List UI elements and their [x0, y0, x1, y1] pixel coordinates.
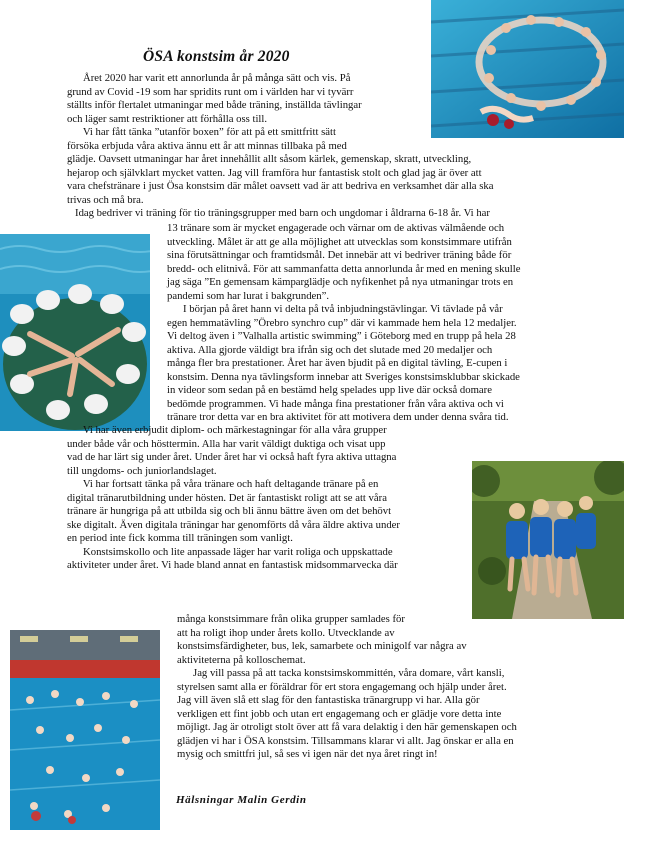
article-line: in videor som sedan på en bestämd helg spelades upp live där också domare: [167, 384, 492, 396]
article-line: bedömde programmen. Vi hade många fina prestationer från våra aktiva och vi: [167, 397, 504, 410]
article-line: aktiva. Alla gjorde väldigt bra ifrån sig och det slutade med 20 medaljer och: [167, 343, 493, 356]
article-line: aktiviteterna på kolloschemat.: [177, 653, 306, 666]
article-line: glädjen vi har i ÖSA konstsim. Tillsammans klarar vi allt. Jag önskar er alla en: [177, 734, 514, 747]
article-line: vad de har lärt sig under året. Under året har vi också haft fyra aktiva uttagna: [67, 451, 397, 463]
article-line: försöka erbjuda våra aktiva ännu ett år att minnas tillbaka på med: [67, 139, 347, 152]
article-line: 13 tränare som är mycket engagerade och värnar om de aktivas välmående och: [167, 222, 505, 234]
article-line: många fler bra prestationer. Året har även bjudit på en digital tävling, E-cupen i: [167, 357, 508, 369]
article-line: pandemi som har lurat i bakgrunden”.: [167, 289, 330, 302]
article-line: bredd- och elitnivå. För att sammanfatta detta annorlunda år med en mening skulle: [167, 262, 521, 275]
article-line: Vi har fortsatt tänka på våra tränare och haft deltagande tränare på en: [67, 478, 379, 490]
article-line: tränare är hungriga på att utbilda sig och bli ännu bättre även om det behövt: [67, 505, 392, 517]
article-line: aktiviteter under året. Vi hade bland annat en fantastisk midsommarvecka där: [67, 559, 398, 571]
article-line: Vi har fått tänka ”utanför boxen” för att på ett smittfritt sätt: [67, 126, 336, 138]
article-line: Året 2020 har varit ett annorlunda år på många sätt och vis. På: [67, 72, 351, 84]
article-line: och läger samt restriktioner att förhålla oss till.: [67, 112, 268, 125]
article-line: Vi har även erbjudit diplom- och märkestagningar för alla våra grupper: [67, 424, 387, 436]
article-paragraph-block: [67, 72, 362, 153]
article-line: under både vår och hösttermin. Alla har varit väldigt duktiga och visat upp: [67, 437, 386, 450]
article-line: styrelsen samt alla er föräldrar för ert stora engagemang och hjälp under året.: [177, 680, 507, 693]
article-line: konstsimsfärdigheter, bus, lek, samarbete och minigolf var några av: [177, 640, 467, 652]
signature: Hälsningar Malin Gerdin: [176, 794, 307, 806]
article-line: att ha roligt ihop under årets kollo. Utvecklande av: [177, 626, 395, 639]
article-line: Jag vill passa på att tacka konstsimskommittén, våra domare, vårt kansli,: [177, 667, 505, 679]
article-line: vara chefstränare i just Ösa konstsim där målet oavsett vad är att bedriva en verksamhet där alla ska: [67, 180, 494, 192]
article-line: Jag vill även slå ett slag för den fantastiska tränargrupp vi har. Alla gör: [177, 694, 480, 706]
article-line: möjligt. Jag är otroligt stolt över att få vara delaktig i den här gemenskapen och: [177, 721, 517, 733]
article-paragraph-block: [167, 222, 520, 425]
photo-path-walk: [472, 461, 624, 619]
article-line: trivas och må bra.: [67, 193, 144, 206]
article-line: hejarop och självklart mycket vatten. Jag vill framföra hur fantastisk stolt och glad jag är över att: [67, 166, 482, 179]
article-line: Vi deltog även i ”Valhalla artistic swimming” i Göteborg med en trupp på hela 28: [167, 330, 516, 342]
article-line: grund av Covid -19 som har spridits runt om i världen har vi tyvärr: [67, 85, 354, 98]
article-line: Konstsimskollo och lite anpassade läger har varit roliga och uppskattade: [67, 545, 393, 558]
article-line: konstsim. Denna nya tävlingsform innebar att Sveriges konstsimsklubbar skickade: [167, 370, 520, 383]
article-line: verkligen ett fint jobb och utan ert engagemang och er glädje vore detta inte: [177, 707, 502, 720]
article-line: jag säga ”En gemensam kämparglädje och nyfikenhet på nya utmaningar trots en: [167, 276, 514, 288]
article-line: utveckling. Målet är att ge alla möjlighet att utvecklas som konstsimmare utifrån: [167, 235, 512, 248]
article-line: en period inte fick komma till träningen som vanligt.: [67, 532, 293, 544]
photo-circle-formation: [431, 0, 624, 138]
article-line: I början på året hann vi delta på två inbjudningstävlingar. Vi tävlade på vår: [167, 303, 503, 315]
article-paragraph-block: [67, 153, 493, 221]
article-line: tränare tror detta var en bra aktivitet för att motivera dem under denna svåra tid.: [167, 411, 509, 423]
article-line: glädje. Oavsett utmaningar har året innehållit allt såsom kärlek, gemenskap, skratt, utveckling,: [67, 153, 472, 165]
photo-indoor-pool: [10, 630, 160, 830]
article-line: digital tränarutbildning under hösten. Det är fantastiskt roligt att se att våra: [67, 491, 387, 504]
article-line: många konstsimmare från olika grupper samlades för: [177, 613, 405, 625]
article-line: sina förutsättningar och framtidsmål. Det innebär att vi bedriver träning både för: [167, 249, 512, 261]
article-line: till ungdoms- och juniorlandslaget.: [67, 464, 217, 477]
article-title: ÖSA konstsim år 2020: [143, 48, 290, 65]
article-line: egen hemmatävling ”Örebro synchro cup” där vi kammade hem hela 12 medaljer.: [167, 316, 517, 329]
article-line: Idag bedriver vi träning för tio träningsgrupper med barn och ungdomar i åldrarna 6-18 år. Vi har: [67, 207, 490, 219]
article-paragraph-block: [177, 613, 517, 762]
article-paragraph-block: [67, 424, 400, 573]
article-line: ställts inför flertalet utmaningar med både träning, inställda tävlingar: [67, 99, 362, 111]
article-line: mysig och smittfri jul, så ses vi igen när det nya året ringt in!: [177, 748, 438, 760]
photo-team-huddle: [0, 234, 150, 431]
article-line: ske digitalt. Även digitala träningar har genomförts då våra äldre aktiva under: [67, 518, 400, 531]
